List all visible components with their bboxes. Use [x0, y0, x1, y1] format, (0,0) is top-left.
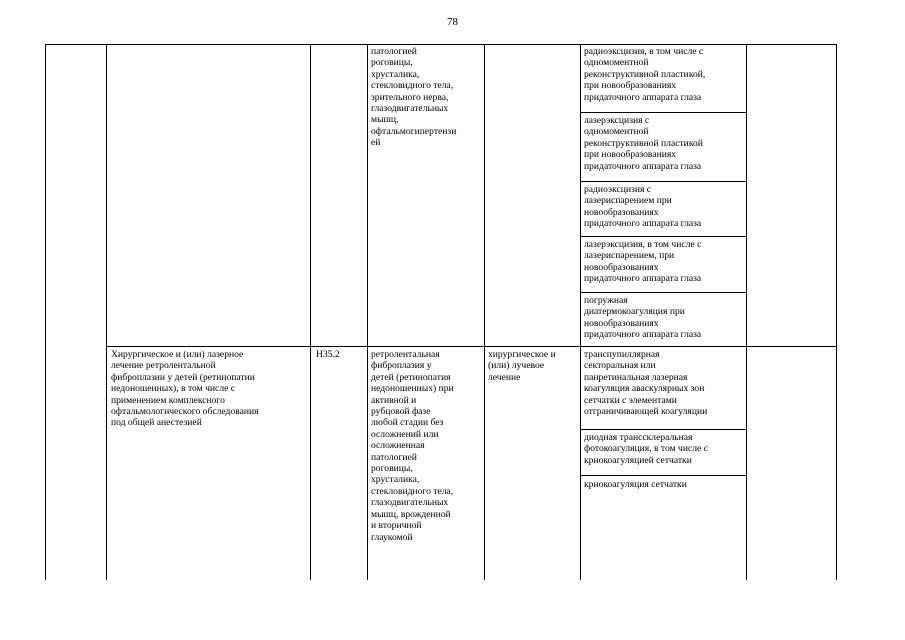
- method-divider: [580, 112, 746, 113]
- treatment-name-cell: Хирургическое и (или) лазерное лечение ретролентальной фиброплазии у детей (ретинопатии недоношенных), в том числе с применением комплексного офтальмологического обследования под общей анестезией: [111, 349, 259, 429]
- method-divider: [580, 429, 746, 430]
- column-divider: [746, 44, 747, 580]
- method-cell: радиоэксцизия, в том числе с одномоментной реконструктивной пластикой, при новообразованиях придаточного аппарата глаза: [584, 46, 706, 103]
- column-divider: [580, 44, 581, 580]
- table-top-border: [45, 44, 836, 45]
- column-divider: [310, 44, 311, 580]
- method-cell: лазерэксцизия, в том числе с лазериспарением, при новообразованиях придаточного аппарата глаза: [584, 239, 702, 285]
- icd-code-cell: H35.2: [316, 349, 340, 360]
- method-cell: лазерэксцизия с одномоментной реконструктивной пластикой при новообразованиях придаточного аппарата глаза: [584, 115, 703, 172]
- method-cell: диодная транссклеральная фотокоагуляция, в том числе с криокоагуляцией сетчатки: [584, 432, 708, 466]
- method-cell: транспупиллярная секторальная или панретинальная лазерная коагуляция аваскулярных зон сетчатки с элементами отграничивающей коагуляции: [584, 349, 708, 418]
- page-number: 78: [447, 16, 458, 28]
- method-cell: погружная диатермокоагуляция при новообразованиях придаточного аппарата глаза: [584, 295, 702, 341]
- method-divider: [580, 181, 746, 182]
- method-cell: криокоагуляция сетчатки: [584, 479, 687, 490]
- method-divider: [580, 475, 746, 476]
- column-divider: [484, 44, 485, 580]
- method-divider: [580, 236, 746, 237]
- diagnosis-cell: патологией роговицы, хрусталика, стекловидного тела, зрительного нерва, глазодвигательных мышц, офтальмогипертензи ей: [371, 46, 457, 149]
- column-divider: [367, 44, 368, 580]
- method-cell: радиоэксцизия с лазериспарением при новообразованиях придаточного аппарата глаза: [584, 184, 702, 230]
- method-divider: [580, 292, 746, 293]
- diagnosis-cell: ретролентальная фиброплазия у детей (ретинопатия недоношенных) при активной и рубцовой фазе любой стадии без осложнений или осложненная патологией роговицы, хрусталика, стекловидного тела, глазодвигательных мышц, врожденной и вторичной глаукомой: [371, 349, 454, 543]
- table-border-left: [45, 44, 46, 580]
- column-divider: [106, 44, 107, 580]
- table-border-right: [836, 44, 837, 580]
- row-divider: [106, 346, 836, 347]
- treatment-type-cell: хирургическое и (или) лучевое лечение: [488, 349, 556, 383]
